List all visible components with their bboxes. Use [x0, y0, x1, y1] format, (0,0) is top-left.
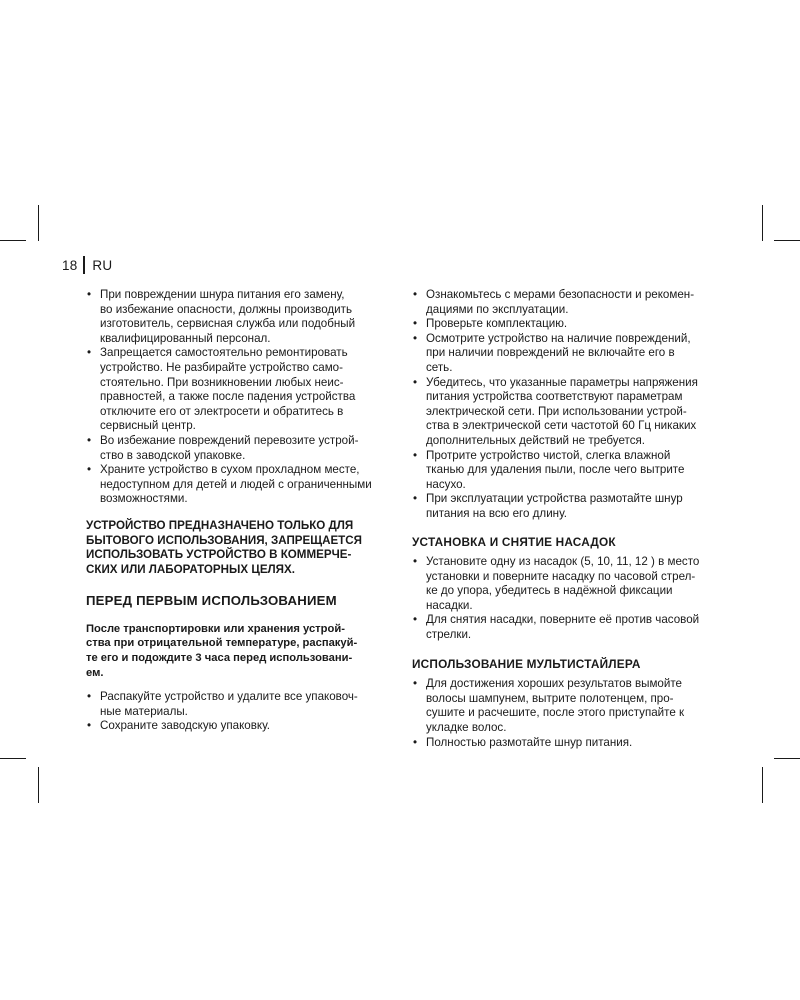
crop-mark-top-left-vertical: [38, 205, 39, 241]
language-code: RU: [92, 257, 113, 273]
section-title-before-first-use: ПЕРЕД ПЕРВЫМ ИСПОЛЬЗОВАНИЕМ: [86, 593, 337, 609]
preparation-bullet-list: [412, 288, 717, 522]
list-item: • Убедитесь, что указанные параметры напряжения питания устройства соответствуют параметрам электрической сети. При использовании устрой- ства в электрической сети частотой 60 Гц никаких дополнительных действий не требуется.: [412, 376, 717, 449]
header-divider: [83, 256, 85, 274]
crop-mark-top-right-vertical: [762, 205, 763, 241]
unpacking-bullet-list: [86, 690, 392, 734]
crop-mark-bottom-right-vertical: [762, 767, 763, 803]
household-use-warning: УСТРОЙСТВО ПРЕДНАЗНАЧЕНО ТОЛЬКО ДЛЯ БЫТОВОГО ИСПОЛЬЗОВАНИЯ, ЗАПРЕЩАЕТСЯ ИСПОЛЬЗОВАТЬ УСТРОЙСТВО В КОММЕРЧЕ- СКИХ ИЛИ ЛАБОРАТОРНЫХ ЦЕЛЯХ.: [86, 518, 362, 576]
list-item: • Сохраните заводскую упаковку.: [86, 719, 392, 734]
section-title-multistyler-use: ИСПОЛЬЗОВАНИЕ МУЛЬТИСТАЙЛЕРА: [412, 656, 641, 671]
list-item: • Ознакомьтесь с мерами безопасности и рекомен- дациями по эксплуатации.: [412, 288, 717, 317]
left-column: [86, 288, 392, 734]
attachments-bullet-list: [412, 555, 717, 643]
crop-mark-bottom-left-horizontal: [0, 758, 26, 759]
list-item: • При эксплуатации устройства размотайте шнур питания на всю его длину.: [412, 492, 717, 521]
page-number: 18: [62, 257, 78, 273]
right-column: [412, 288, 717, 750]
list-item: • Во избежание повреждений перевозите устрой- ство в заводской упаковке.: [86, 434, 392, 463]
list-item: • Установите одну из насадок (5, 10, 11, 12 ) в место установки и поверните насадку по часовой стрел- ке до упора, убедитесь в надёжной фиксации насадки.: [412, 555, 717, 613]
crop-mark-bottom-right-horizontal: [774, 758, 800, 759]
section-title-attachments: УСТАНОВКА И СНЯТИЕ НАСАДОК: [412, 534, 616, 549]
list-item: • Протрите устройство чистой, слегка влажной тканью для удаления пыли, после чего вытрите насухо.: [412, 449, 717, 493]
usage-bullet-list: [412, 677, 717, 750]
list-item: • Храните устройство в сухом прохладном месте, недоступном для детей и людей с ограниченными возможностями.: [86, 463, 392, 507]
list-item: • Для снятия насадки, поверните её против часовой стрелки.: [412, 613, 717, 642]
crop-mark-top-left-horizontal: [0, 240, 26, 241]
list-item: • Проверьте комплектацию.: [412, 317, 717, 332]
list-item: • Распакуйте устройство и удалите все упаковоч- ные материалы.: [86, 690, 392, 719]
list-item: • Запрещается самостоятельно ремонтировать устройство. Не разбирайте устройство само- стоятельно. При возникновении любых неис- правностей, а также после падения устройства отключите его от электросети и обратитесь в сервисный центр.: [86, 346, 392, 434]
safety-bullet-list: [86, 288, 392, 507]
list-item: • Полностью размотайте шнур питания.: [412, 736, 717, 751]
transport-notice: После транспортировки или хранения устрой- ства при отрицательной температуре, распакуй- те его и подождите 3 часа перед использовани- ем.: [86, 622, 358, 679]
list-item: • При повреждении шнура питания его замену, во избежание опасности, должны производить изготовитель, сервисная служба или подобный квалифицированный персонал.: [86, 288, 392, 346]
crop-mark-top-right-horizontal: [774, 240, 800, 241]
list-item: • Для достижения хороших результатов вымойте волосы шампунем, вытрите полотенцем, про- сушите и расчешите, после этого приступайте к укладке волос.: [412, 677, 717, 735]
crop-mark-bottom-left-vertical: [38, 767, 39, 803]
page-header: [62, 255, 112, 275]
list-item: • Осмотрите устройство на наличие повреждений, при наличии повреждений не включайте его в сеть.: [412, 332, 717, 376]
